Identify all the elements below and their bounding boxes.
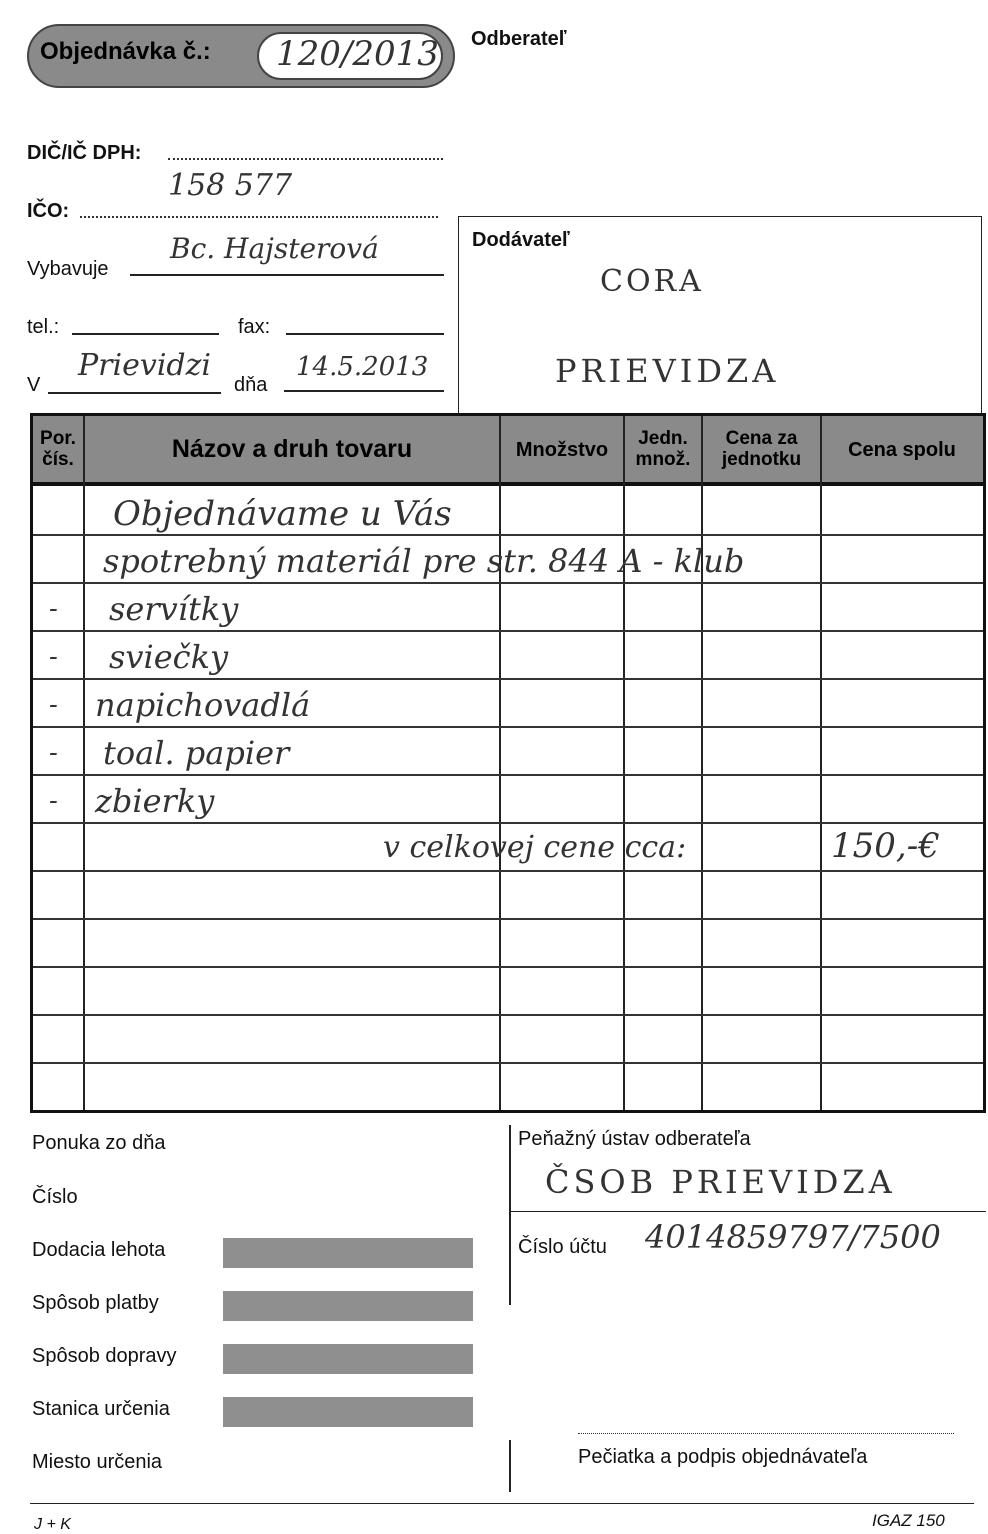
row-divider [33,774,983,776]
header-unit: Jedn. množ. [635,428,691,470]
order-label: Objednávka č.: [40,38,211,65]
bottom-rule [30,1503,974,1504]
place-value[interactable]: Prievidzi [78,348,212,383]
col-divider [83,416,85,1113]
header-qty: Množstvo [515,439,609,461]
items-table [30,413,986,1113]
account-value[interactable]: 4014859797/7500 [645,1218,941,1256]
col-divider [701,416,703,1113]
row-divider [33,822,983,824]
transport-field[interactable] [223,1344,473,1374]
total-value[interactable]: 150,-€ [831,826,940,866]
handled-by-line [130,274,444,276]
fax-label: fax: [238,316,271,338]
buyer-label: Odberateľ [471,28,567,50]
table-row-text[interactable]: servítky [109,590,239,628]
vat-line [168,158,443,160]
row-divider [33,582,983,584]
number-label: Číslo [32,1186,78,1208]
bank-label: Peňažný ústav odberateľa [518,1128,751,1150]
handled-by-value[interactable]: Bc. Hajsterová [170,232,379,265]
supplier-name[interactable]: CORA [600,264,704,299]
table-row-marker: - [49,594,58,624]
table-row-marker: - [49,738,58,768]
offer-date-label: Ponuka zo dňa [32,1132,166,1154]
footer-divider [509,1440,511,1492]
table-row-marker: - [49,690,58,720]
ico-line [80,216,438,218]
total-note[interactable]: v celkovej cene cca: [383,830,687,865]
delivery-field[interactable] [223,1238,473,1268]
table-row-text[interactable]: zbierky [95,782,215,820]
supplier-label: Dodávateľ [472,229,570,251]
header-total: Cena spolu [848,439,956,461]
table-row-text[interactable]: toal. papier [103,734,290,772]
order-number[interactable]: 120/2013 [276,34,439,74]
row-divider [33,870,983,872]
row-divider [33,534,983,536]
station-label: Stanica určenia [32,1398,170,1420]
date-line [284,390,444,392]
vat-label: DIČ/IČ DPH: [27,142,142,164]
table-row-marker: - [49,786,58,816]
col-divider [499,416,501,1113]
table-row-text[interactable]: sviečky [109,638,229,676]
stamp-label: Pečiatka a podpis objednávateľa [578,1446,868,1468]
fax-line [286,333,444,335]
bank-value[interactable]: ČSOB PRIEVIDZA [545,1163,896,1201]
signature-line [578,1433,954,1434]
row-divider [33,1014,983,1016]
date-value[interactable]: 14.5.2013 [296,352,429,382]
delivery-label: Dodacia lehota [32,1239,166,1261]
ico-label: IČO: [27,200,70,222]
destination-label: Miesto určenia [32,1451,163,1473]
place-label: V [27,374,41,396]
row-divider [33,1062,983,1064]
tel-line [72,333,219,335]
row-divider [33,726,983,728]
row-divider [33,918,983,920]
supplier-city[interactable]: PRIEVIDZA [555,352,780,390]
row-divider [33,678,983,680]
handled-by-label: Vybavuje [27,258,109,280]
table-row-text[interactable]: napichovadlá [95,686,311,724]
account-label: Číslo účtu [518,1236,607,1258]
table-row-text[interactable]: spotrebný materiál pre str. 844 A - klub [103,542,745,580]
bank-line [511,1211,986,1212]
tel-label: tel.: [27,316,60,338]
table-row-marker: - [49,642,58,672]
table-row-text[interactable]: Objednávame u Vás [113,494,452,534]
publisher-mark: J + K [34,1516,71,1533]
footer-divider [509,1125,511,1305]
form-code: IGAZ 150 [872,1511,945,1530]
payment-label: Spôsob platby [32,1292,159,1314]
header-por: Por. čís. [40,428,76,470]
transport-label: Spôsob dopravy [32,1345,177,1367]
ico-value[interactable]: 158 577 [168,168,293,203]
payment-field[interactable] [223,1291,473,1321]
date-label: dňa [234,374,268,396]
col-divider [623,416,625,1113]
row-divider [33,966,983,968]
header-name: Názov a druh tovaru [171,435,413,464]
place-line [48,392,221,394]
station-field[interactable] [223,1397,473,1427]
row-divider [33,630,983,632]
col-divider [820,416,822,1113]
header-unit-price: Cena za jednotku [721,428,802,470]
